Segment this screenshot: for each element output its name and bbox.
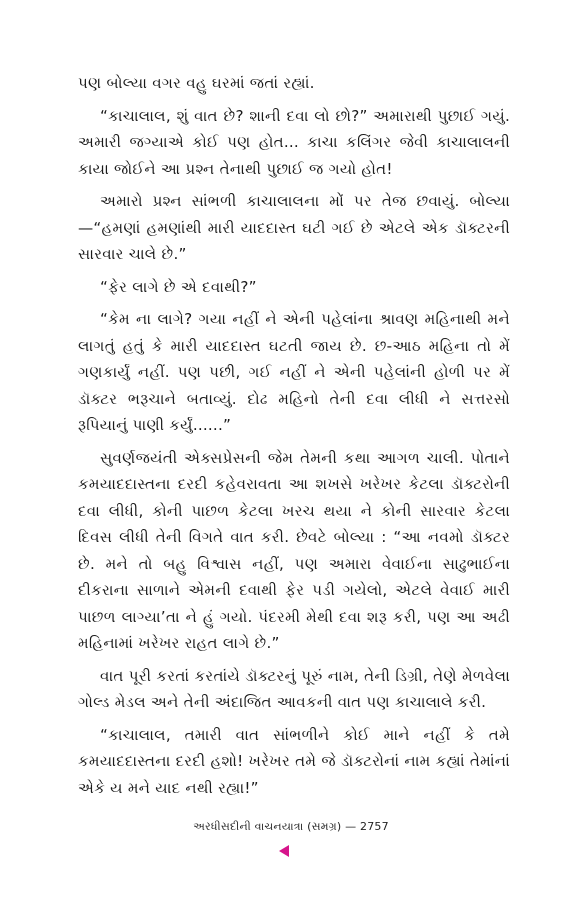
paragraph-8: “કાચાલાલ, તમારી વાત સાંભળીને કોઈ માને નહીં કે તમે કમયાદદાસ્તના દરદી હશો! ખરેખર તમે જે ડૉક્ટરોનાં નામ કહ્યાં તેમાંનાં એકે ય મને યાદ નથી રહ્યા!” [78,725,510,797]
footer-separator: — [345,820,357,833]
paragraph-2: “કાચાલાલ, શું વાત છે? શાની દવા લો છો?” અમારાથી પુછાઈ ગયું. અમારી જગ્યાએ કોઈ પણ હોત... કાચા કલિંગર જેવી કાચાલાલની કાયા જોઈને આ પ્રશ્ન તેનાથી પુછાઈ જ ગયો હોત! [78,106,510,178]
previous-page-arrow-icon[interactable] [279,845,289,857]
book-title: અરધીસદીની વાચનયાત્રા (સમગ્ર) [193,820,342,833]
page-number: 2757 [360,820,389,833]
page-body [78,70,510,807]
paragraph-3: અમારો પ્રશ્ન સાંભળી કાચાલાલના મોં પર તેજ છવાયું. બોલ્યા—“હમણાં હમણાંથી મારી યાદદાસ્ત ઘટી ગઈ છે એટલે એક ડૉક્ટરની સારવાર ચાલે છે.” [78,192,510,263]
paragraph-6: સુવર્ણજયંતી એક્સપ્રેસની જેમ તેમની કથા આગળ ચાલી. પોતાને કમયાદદાસ્તના દરદી કહેવરાવતા આ શખસે ખરેખર કેટલા ડૉક્ટરોની દવા લીધી, કોની પાછળ કેટલા ખરચ થયા ને કોની સારવાર કેટલા દિવસ લીધી તેની વિગતે વાત કરી. છેવટે બોલ્યા : “આ નવમો ડૉક્ટર છે. મને તો બહુ વિશ્વાસ નહીં, પણ અમારા વેવાઈના સાઢુભાઈના દીકરાના સાળાને એમની દવાથી ફેર પડી ગયેલો, એટલે વેવાઈ મારી પાછળ લાગ્યા’તા ને હું ગયો. પંદરમી મેથી દવા શરૂ કરી, પણ આ અઢી મહિનામાં ખરેખર રાહત લાગે છે.” [78,448,510,652]
page-footer [0,820,582,834]
paragraph-5: “કેમ ના લાગે? ગયા નહીં ને એની પહેલાંના શ્રાવણ મહિનાથી મને લાગતું હતું કે મારી યાદદાસ્ત ઘટતી જાય છે. છ-આઠ મહિના તો મેં ગણકાર્યું નહીં. પણ પછી, ગઈ નહીં ને એની પહેલાંની હોળી પર મેં ડૉક્ટર ભરૂચાને બતાવ્યું. દોઢ મહિનો તેની દવા લીધી ને સત્તરસો રૂપિયાનું પાણી કર્યું......” [78,310,510,434]
paragraph-4: “ફેર લાગે છે એ દવાથી?” [100,277,257,296]
paragraph-1: પણ બોલ્યા વગર વહુ ઘરમાં જતાં રહ્યાં. [78,74,315,92]
paragraph-7: વાત પૂરી કરતાં કરતાંયે ડૉક્ટરનું પૂરું નામ, તેની ડિગ્રી, તેણે મેળવેલા ગોલ્ડ મેડલ અને તેની અંદાજિત આવકની વાત પણ કાચાલાલે કરી. [78,666,510,711]
